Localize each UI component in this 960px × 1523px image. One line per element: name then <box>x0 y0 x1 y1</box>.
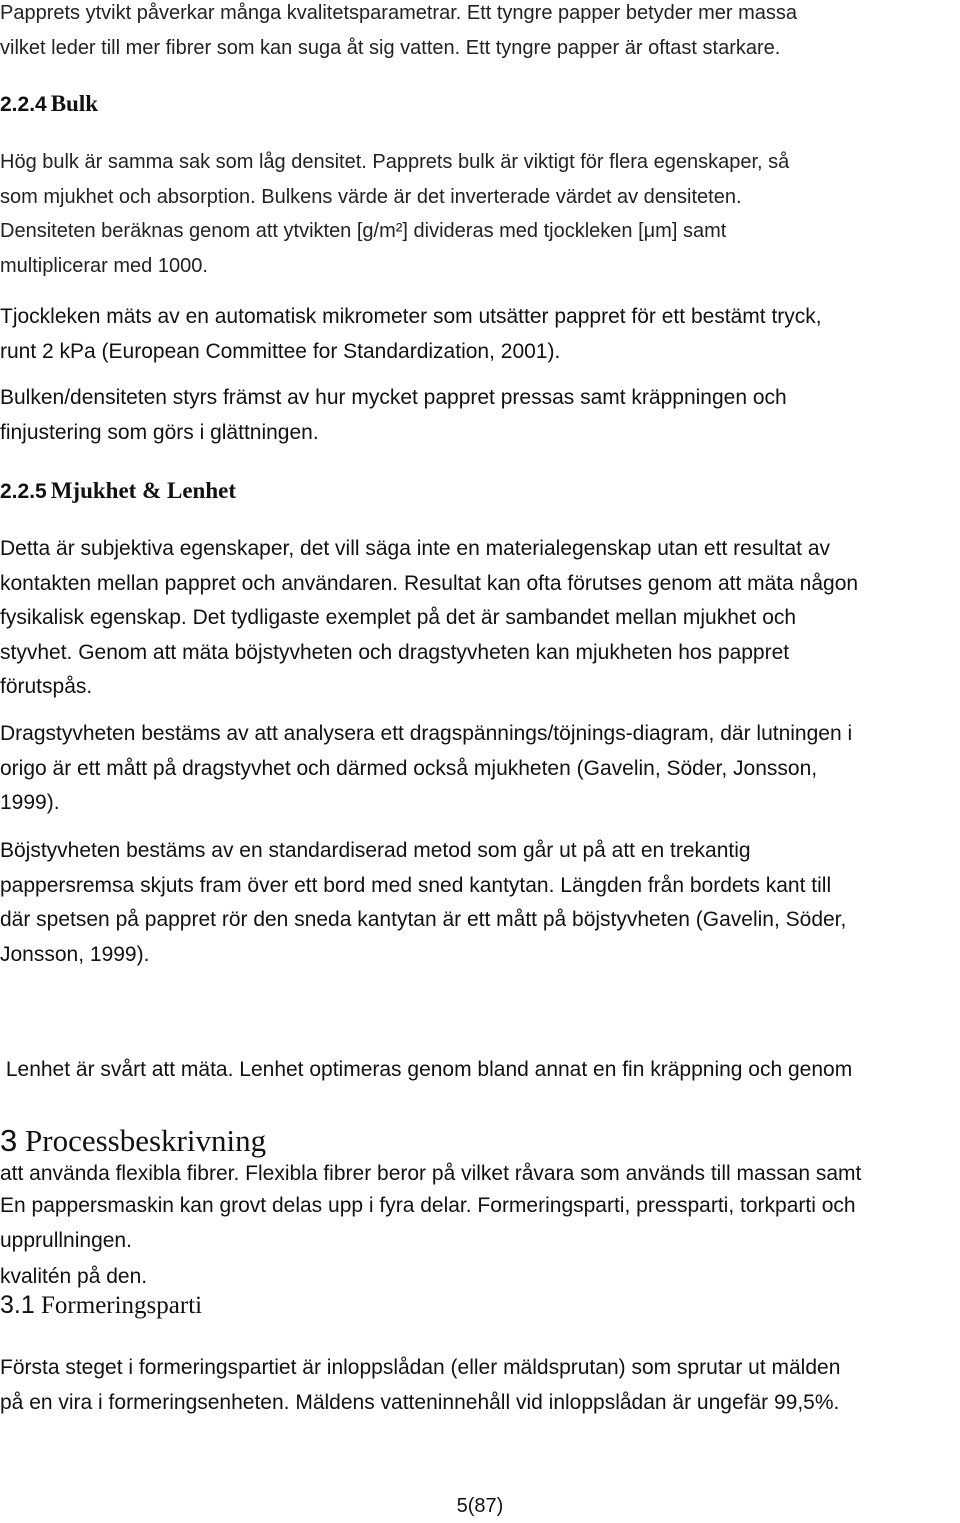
text-line: Böjstyvheten bestäms av en standardiserad metod som går ut på att en trekantig <box>0 839 751 862</box>
heading-number: 2.2.5 <box>0 480 47 503</box>
text-line: kontakten mellan pappret och användaren. Resultat kan ofta förutses genom att mäta någon <box>0 571 859 595</box>
section-heading-formering <box>0 1286 958 1325</box>
heading-text: Processbeskrivning <box>25 1123 267 1158</box>
text-line: pappersremsa skjuts fram över ett bord med sned kantytan. Längden från bordets kant till <box>0 873 832 897</box>
text-line: Bulken/densiteten styrs främst av hur mycket pappret pressas samt kräppningen och <box>0 386 787 409</box>
text-line: runt 2 kPa (European Committee for Standardization, 2001). <box>0 339 561 363</box>
mjukhet-paragraph-2 <box>0 717 958 821</box>
text-line: origo är ett mått på dragstyvhet och därmed också mjukheten (Gavelin, Söder, Jonsson, <box>0 756 818 780</box>
bulk-paragraph-2 <box>0 214 958 283</box>
heading-text: Bulk <box>50 91 99 116</box>
text-line: 1999). <box>0 791 60 814</box>
formering-paragraph-1 <box>0 1351 958 1420</box>
bulk-paragraph-1 <box>0 145 958 214</box>
text-line: Dragstyvheten bestäms av att analysera ett dragspännings/töjnings-diagram, där lutningen i <box>0 722 853 745</box>
text-line: Lenhet är svårt att mäta. Lenhet optimeras genom bland annat en fin kräppning och genom <box>0 1058 853 1081</box>
chapter-heading-process <box>0 1119 958 1163</box>
text-line: fysikalisk egenskap. Det tydligaste exemplet på det är sambandet mellan mjukhet och <box>0 606 797 629</box>
heading-text: Mjukhet & Lenhet <box>50 478 236 503</box>
text-line: förutspås. <box>0 675 93 698</box>
section-heading-mjukhet <box>0 474 958 511</box>
heading-number: 3.1 <box>0 1291 35 1319</box>
text-line: Första steget i formeringspartiet är inloppslådan (eller mäldsprutan) som sprutar ut mälden <box>0 1356 841 1379</box>
text-line: upprullningen. <box>0 1228 132 1252</box>
text-line: multiplicerar med 1000. <box>0 254 208 277</box>
text-line: vilket leder till mer fibrer som kan suga åt sig vatten. Ett tyngre papper är oftast starkare. <box>0 36 781 59</box>
text-line: Hög bulk är samma sak som låg densitet. Papprets bulk är viktigt för flera egenskaper, så <box>0 151 790 173</box>
page-number: 5(87) <box>456 1495 504 1517</box>
text-line: Detta är subjektiva egenskaper, det vill säga inte en materialegenskap utan ett resultat av <box>0 537 830 560</box>
text-line: En pappersmaskin kan grovt delas upp i fyra delar. Formeringsparti, pressparti, torkparti och <box>0 1194 856 1217</box>
text-line: Papprets ytvikt påverkar många kvalitetsparametrar. Ett tyngre papper betyder mer massa <box>0 2 798 24</box>
text-line: på en vira i formeringsenheten. Mäldens vatteninnehåll vid inloppslådan är ungefär 99,5%. <box>0 1390 840 1414</box>
text-line: Jonsson, 1999). <box>0 942 150 966</box>
bulk-paragraph-3 <box>0 300 958 369</box>
text-line: som mjukhet och absorption. Bulkens värde är det inverterade värdet av densiteten. <box>0 185 742 208</box>
text-line: där spetsen på pappret rör den sneda kantytan är ett mått på böjstyvheten (Gavelin, Söder, <box>0 908 847 931</box>
intro-paragraph <box>0 0 958 65</box>
section-heading-bulk <box>0 87 958 124</box>
text-line: Densiteten beräknas genom att ytvikten [g/m²] divideras med tjockleken [μm] samt <box>0 220 727 242</box>
text-line: att använda flexibla fibrer. Flexibla fibrer beror på vilket råvara som används till massan samt <box>0 1161 862 1185</box>
heading-text: Formeringsparti <box>41 1292 203 1319</box>
text-line: finjustering som görs i glättningen. <box>0 420 319 444</box>
text-line: kvalitén på den. <box>0 1265 148 1288</box>
text-line: Tjockleken mäts av en automatisk mikrometer som utsätter pappret för ett bestämt tryck, <box>0 305 822 328</box>
mjukhet-paragraph-3 <box>0 834 958 972</box>
heading-number: 3 <box>0 1123 18 1158</box>
mjukhet-paragraph-1 <box>0 532 958 705</box>
text-line: styvhet. Genom att mäta böjstyvheten och dragstyvheten kan mjukheten hos pappret <box>0 640 790 664</box>
heading-number: 2.2.4 <box>0 93 47 116</box>
bulk-paragraph-4 <box>0 381 958 450</box>
process-paragraph-1 <box>0 1189 958 1258</box>
